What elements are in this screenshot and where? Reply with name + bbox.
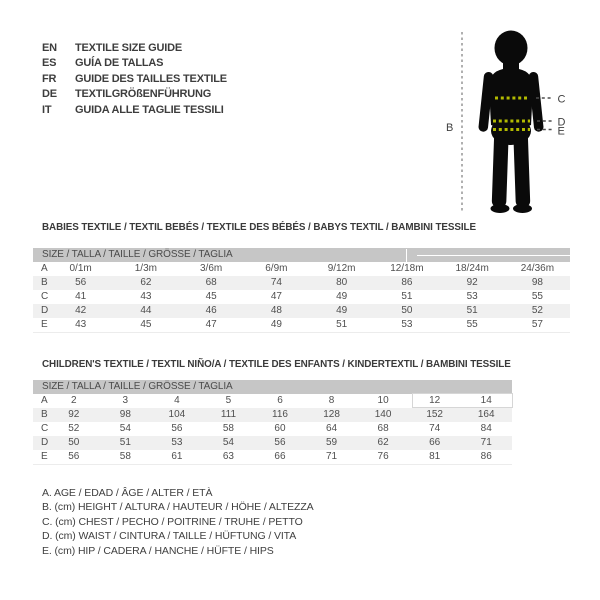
row-label: A [41,263,48,274]
table-row-e [33,318,570,333]
size-value-cell: 10 [377,395,389,406]
size-value-cell: 56 [68,451,80,462]
language-row-it [42,103,227,118]
size-value-cell: 84 [480,423,492,434]
size-value-cell: 140 [374,409,392,420]
header-artifact-line [417,255,570,256]
size-value-cell: 51 [119,437,131,448]
size-value-cell: 3/6m [200,263,223,274]
size-value-cell: 98 [119,409,131,420]
legend-item-c: C. (cm) CHEST / PECHO / POITRINE / TRUHE / PETTO [42,515,303,528]
hip-label: E [557,125,565,138]
size-value-cell: 81 [429,451,441,462]
size-value-cell: 86 [480,451,492,462]
size-value-cell: 53 [171,437,183,448]
size-value-cell: 68 [205,277,217,288]
legend-item-a: A. AGE / EDAD / ÂGE / ALTER / ETÀ [42,487,213,499]
size-value-cell: 66 [274,451,286,462]
size-value-cell: 51 [336,319,348,330]
table-row-a [33,262,570,276]
babies-size-table [33,248,570,333]
size-header-row: SIZE / TALLA / TAILLE / GRÖSSE / TAGLIA [33,248,570,262]
size-value-cell: 12/18m [390,263,424,274]
language-row-de [42,87,227,102]
size-value-cell: 51 [401,291,413,302]
size-value-cell: 66 [429,437,441,448]
size-value-cell: 51 [466,305,478,316]
size-value-cell: 53 [466,291,478,302]
size-value-cell: 3 [122,395,129,406]
size-value-cell: 12 [429,395,441,406]
size-value-cell: 47 [205,319,217,330]
size-value-cell: 116 [272,409,288,420]
size-value-cell: 74 [270,277,282,288]
size-value-cell: 61 [171,451,183,462]
language-title: GUÍA DE TALLAS [75,57,164,70]
size-value-cell: 111 [220,409,237,420]
size-value-cell: 54 [222,437,234,448]
table-row-c [33,290,570,304]
size-value-cell: 24/36m [520,263,555,274]
size-value-cell: 43 [75,319,87,330]
size-value-cell: 14 [480,395,492,406]
row-label: D [41,437,49,448]
size-value-cell: 0/1m [69,263,92,274]
language-row-fr [42,72,227,87]
language-code: EN [42,42,57,54]
size-value-cell: 6/9m [265,263,288,274]
row-label: B [41,277,48,288]
size-value-cell: 54 [119,423,131,434]
language-row-es [42,56,227,71]
size-value-cell: 164 [477,409,495,420]
size-value-cell: 62 [140,277,152,288]
language-title: TEXTILE SIZE GUIDE [75,42,183,54]
size-value-cell: 47 [270,291,282,302]
size-value-cell: 55 [466,319,478,330]
table-row-e [33,450,512,465]
size-value-cell: 63 [222,451,234,462]
size-header-row: SIZE / TALLA / TAILLE / GRÖSSE / TAGLIA [33,380,512,394]
size-value-cell: 44 [140,305,152,316]
size-value-cell: 50 [68,437,80,448]
size-value-cell: 45 [205,291,217,302]
row-label: E [41,451,48,462]
size-value-cell: 71 [325,451,338,462]
size-value-cell: 52 [68,423,80,434]
chest-label: C [557,93,566,106]
size-value-cell: 52 [531,305,543,316]
size-value-cell: 8 [328,395,335,406]
size-value-cell: 2 [70,395,77,406]
row-label: C [41,423,49,434]
size-value-cell: 58 [222,423,234,434]
size-value-cell: 57 [531,319,543,330]
size-value-cell: 80 [336,277,348,288]
size-value-cell: 56 [75,277,87,288]
size-value-cell: 56 [274,437,286,448]
size-value-cell: 53 [401,319,413,330]
size-value-cell: 1/3m [134,263,157,274]
size-value-cell: 45 [140,319,152,330]
row-label: C [41,291,49,302]
babies-section-title: BABIES TEXTILE / TEXTIL BEBÉS / TEXTILE DES BÉBÉS / BABYS TEXTIL / BAMBINI TESSILE [42,221,476,233]
waist-label: D [557,116,566,129]
size-value-cell: 62 [377,437,389,448]
size-value-cell: 49 [336,291,348,302]
child-figure-diagram [440,15,600,230]
row-label: A [41,395,48,406]
row-label: B [41,409,48,420]
size-value-cell: 4 [174,395,180,406]
size-value-cell: 6 [277,395,283,406]
size-value-cell: 55 [531,291,543,302]
size-value-cell: 128 [323,409,340,420]
legend-item-d: D. (cm) WAIST / CINTURA / TAILLE / HÜFTUNG / VITA [42,530,297,543]
language-code: IT [42,103,52,116]
table-row-d [33,436,512,450]
height-label: B [446,122,454,134]
size-value-cell: 104 [168,409,186,420]
size-value-cell: 58 [119,451,131,462]
size-value-cell: 86 [401,277,413,288]
table-row-c [33,422,512,436]
row-label: D [41,305,49,316]
size-value-cell: 74 [429,423,441,434]
size-value-cell: 18/24m [455,263,489,274]
language-list [42,41,227,118]
header-artifact-notch [406,249,407,262]
size-value-cell: 49 [336,305,348,316]
table-row-d [33,304,570,318]
size-value-cell: 152 [426,409,443,420]
size-value-cell: 50 [401,305,413,316]
size-value-cell: 46 [205,305,217,316]
children-section-title: CHILDREN'S TEXTILE / TEXTIL NIÑO/A / TEXTILE DES ENFANTS / KINDERTEXTIL / BAMBINI TESSILE [42,358,511,370]
size-value-cell: 64 [325,423,338,434]
size-value-cell: 68 [377,423,389,434]
size-value-cell: 41 [75,291,87,302]
legend-item-e: E. (cm) HIP / CADERA / HANCHE / HÜFTE / HIPS [42,544,274,557]
size-value-cell: 71 [480,437,492,448]
table-row-b [33,408,512,422]
measurement-legend [42,486,314,558]
size-value-cell: 92 [466,277,478,288]
row-highlight-outline [412,393,513,408]
language-row-en [42,41,227,56]
size-value-cell: 5 [225,395,232,406]
size-value-cell: 59 [325,437,338,448]
size-value-cell: 56 [171,423,183,434]
row-label: E [41,319,48,330]
size-value-cell: 76 [377,451,389,462]
size-value-cell: 43 [140,291,152,302]
language-code: DE [42,88,57,101]
language-title: GUIDE DES TAILLES TEXTILE [75,72,227,85]
language-title: TEXTILGRÖßENFÜHRUNG [75,88,212,101]
table-row-b [33,276,570,290]
size-value-cell: 92 [68,409,80,420]
language-code: FR [42,72,57,85]
size-value-cell: 49 [270,319,282,330]
language-title: GUIDA ALLE TAGLIE TESSILI [75,103,224,116]
size-value-cell: 48 [270,305,282,316]
size-value-cell: 9/12m [327,263,356,274]
language-code: ES [42,57,57,70]
size-value-cell: 60 [274,423,286,434]
legend-item-b: B. (cm) HEIGHT / ALTURA / HAUTEUR / HÖHE / ALTEZZA [42,501,314,514]
size-value-cell: 98 [531,277,543,288]
size-value-cell: 42 [75,305,87,316]
